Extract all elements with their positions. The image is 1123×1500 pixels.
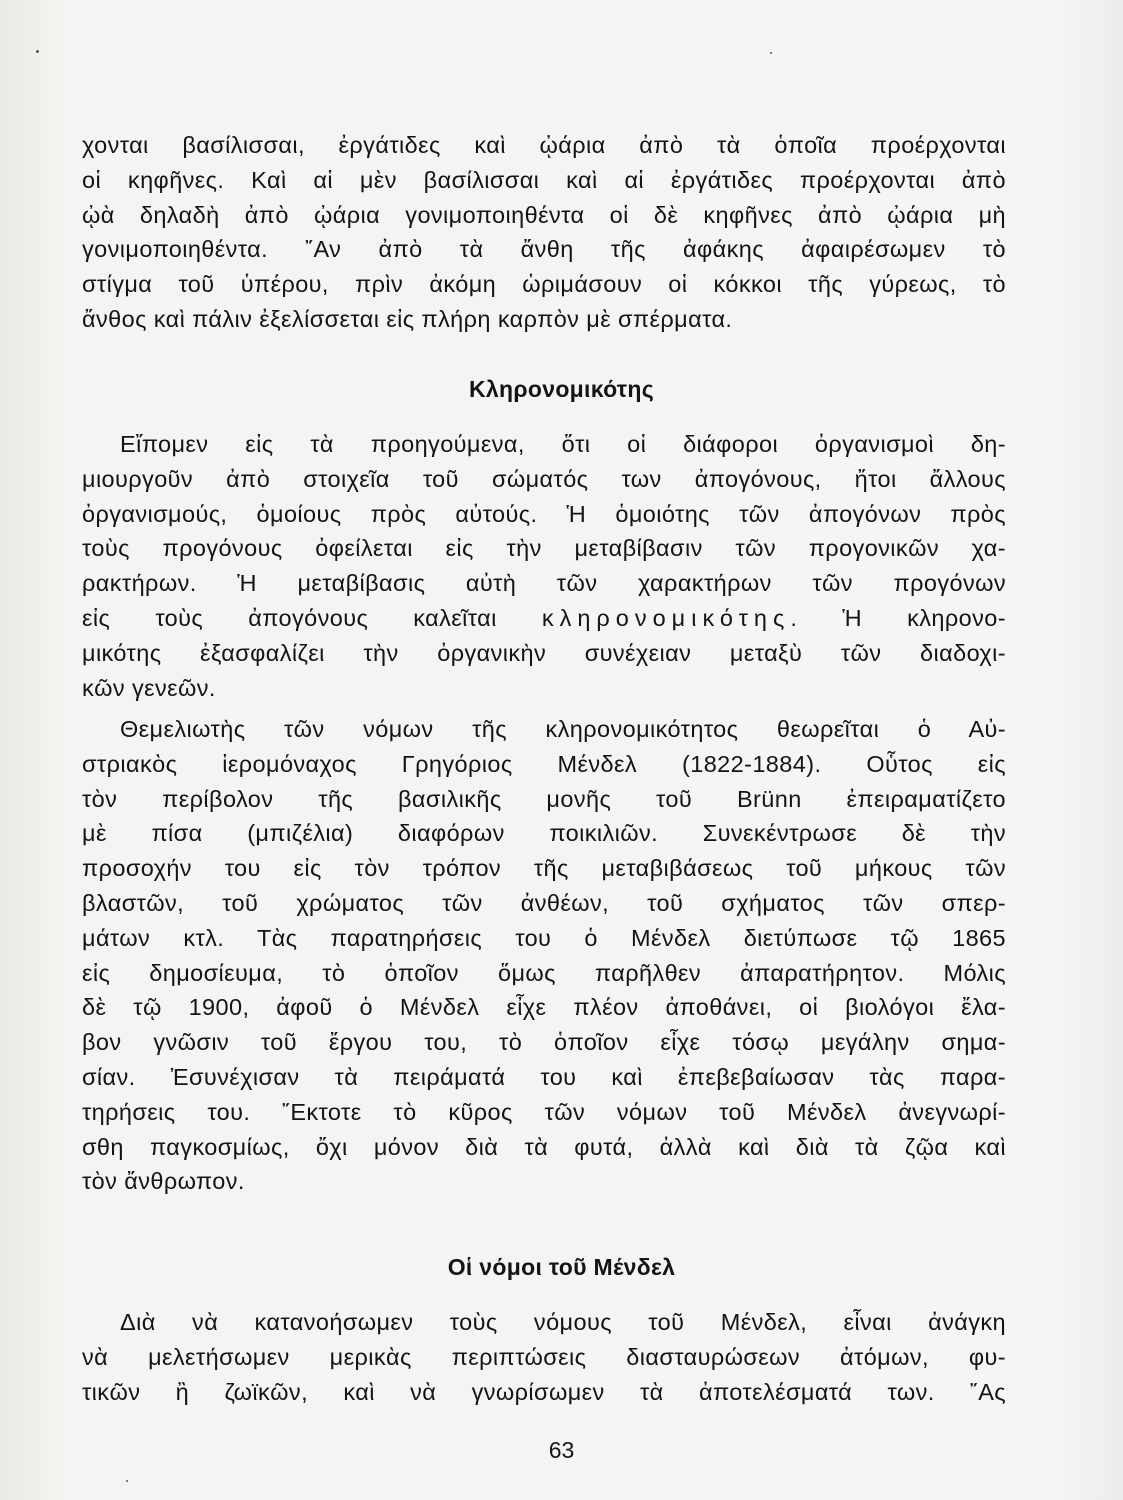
text-line: Εἴπομεν εἰς τὰ προηγούμενα, ὅτι οἱ διάφοροι ὀργανισμοὶ δη- [120,431,1006,457]
text-line: εἰς δημοσίευμα, τὸ ὁποῖον ὅμως παρῆλθεν ἀπαρατήρητον. Μόλις [82,959,1006,986]
text-line: νὰ μελετήσωμεν μερικὰς περιπτώσεις διασταυρώσεων ἀτόμων, φυ- [82,1343,1006,1370]
text-line: δὲ τῷ 1900, ἀφοῦ ὁ Μένδελ εἶχε πλέον ἀποθάνει, οἱ βιολόγοι ἔλα- [82,994,1006,1021]
text-fragment: εἰς τοὺς ἀπογόνους καλεῖται [82,604,497,631]
text-line: Διὰ νὰ κατανοήσωμεν τοὺς νόμους τοῦ Μένδελ, εἶναι ἀνάγκη [120,1309,1006,1335]
page-number: 63 [548,1437,575,1463]
text-line: βλαστῶν, τοῦ χρώματος τῶν ἀνθέων, τοῦ σχήματος τῶν σπερ- [82,889,1006,916]
text-line: στίγμα τοῦ ὑπέρου, πρὶν ἀκόμη ὡριμάσουν οἱ κόκκοι τῆς γύρεως, τὸ [82,271,1006,298]
text-line: σίαν. Ἐσυνέχισαν τὰ πειράματά του καὶ ἐπεβεβαίωσαν τὰς παρα- [82,1063,1006,1090]
text-line: γονιμοποιηθέντα. ῎Αν ἀπὸ τὰ ἄνθη τῆς ἀφάκης ἀφαιρέσωμεν τὸ [82,236,1006,263]
text-line: σθη παγκοσμίως, ὄχι μόνον διὰ τὰ φυτά, ἀλλὰ καὶ διὰ τὰ ζῷα καὶ [82,1133,1006,1160]
text-line: μάτων κτλ. Τὰς παρατηρήσεις του ὁ Μένδελ διετύπωσε τῷ 1865 [82,924,1006,951]
text-line: τοὺς προγόνους ὀφείλεται εἰς τὴν μεταβίβασιν τῶν προγονικῶν χα- [82,535,1006,562]
scan-speck [36,50,39,53]
text-line: οἱ κηφῆνες. Καὶ αἱ μὲν βασίλισσαι καὶ αἱ ἐργάτιδες προέρχονται ἀπὸ [82,166,1006,193]
text-line: τὸν περίβολον τῆς βασιλικῆς μονῆς τοῦ Brünn ἐπειραματίζετο [82,785,1006,812]
text-line: ὀργανισμούς, ὁμοίους πρὸς αὐτούς. Ἡ ὁμοιότης τῶν ἀπογόνων πρὸς [82,500,1006,527]
text-line: τὸν ἄνθρωπον. [82,1168,245,1195]
section-heading-mendel-laws: Οἱ νόμοι τοῦ Μένδελ [447,1254,676,1280]
text-line: στριακὸς ἱερομόναχος Γρηγόριος Μένδελ (1822-1884). Οὗτος εἰς [82,750,1006,777]
heredity-paragraph [82,427,1006,705]
section-heading-heredity: Κληρονομικότης [469,376,654,402]
text-line: Θεμελιωτὴς τῶν νόμων τῆς κληρονομικότητος θεωρεῖται ὁ Αὐ- [120,716,1006,742]
text-line: μὲ πίσα (μπιζέλια) διαφόρων ποικιλιῶν. Συνεκέντρωσε δὲ τὴν [82,820,1006,847]
text-line: χονται βασίλισσαι, ἐργάτιδες καὶ ᾠάρια ἀπὸ τὰ ὁποῖα προέρχονται [82,132,1006,158]
text-line: ἄνθος καὶ πάλιν ἐξελίσσεται εἰς πλήρη καρπὸν μὲ σπέρματα. [82,305,733,332]
text-line: μικότης ἐξασφαλίζει τὴν ὀργανικὴν συνέχειαν μεταξὺ τῶν διαδοχι- [82,639,1006,666]
continued-paragraph [82,128,1006,337]
scan-speck [770,52,772,54]
text-line: μιουργοῦν ἀπὸ στοιχεῖα τοῦ σώματός των ἀπογόνους, ἤτοι ἄλλους [82,465,1006,492]
mendel-biography-paragraph [82,712,1006,1199]
emphasized-term: κληρονομικότης [541,604,791,631]
text-line: ρακτήρων. Ἡ μεταβίβασις αὐτὴ τῶν χαρακτήρων τῶν προγόνων [82,570,1006,597]
text-line: ᾠὰ δηλαδὴ ἀπὸ ᾠάρια γονιμοποιηθέντα οἱ δὲ κηφῆνες ἀπὸ ᾠάρια μὴ [82,201,1006,228]
scan-speck [126,1480,128,1482]
text-line: βον γνῶσιν τοῦ ἔργου του, τὸ ὁποῖον εἶχε τόσῳ μεγάλην σημα- [82,1029,1006,1056]
text-line [82,601,1006,636]
text-line: τικῶν ἢ ζωϊκῶν, καὶ νὰ γνωρίσωμεν τὰ ἀποτελέσματά των. ῎Ας [82,1378,1006,1405]
mendel-laws-paragraph [82,1305,1006,1409]
text-line: τηρήσεις του. ῎Εκτοτε τὸ κῦρος τῶν νόμων τοῦ Μένδελ ἀνεγνωρί- [82,1098,1006,1125]
text-fragment: . Ἡ κληρονο- [790,604,1006,631]
text-line: προσοχήν του εἰς τὸν τρόπον τῆς μεταβιβάσεως τοῦ μήκους τῶν [82,855,1006,882]
text-line: κῶν γενεῶν. [82,674,216,701]
